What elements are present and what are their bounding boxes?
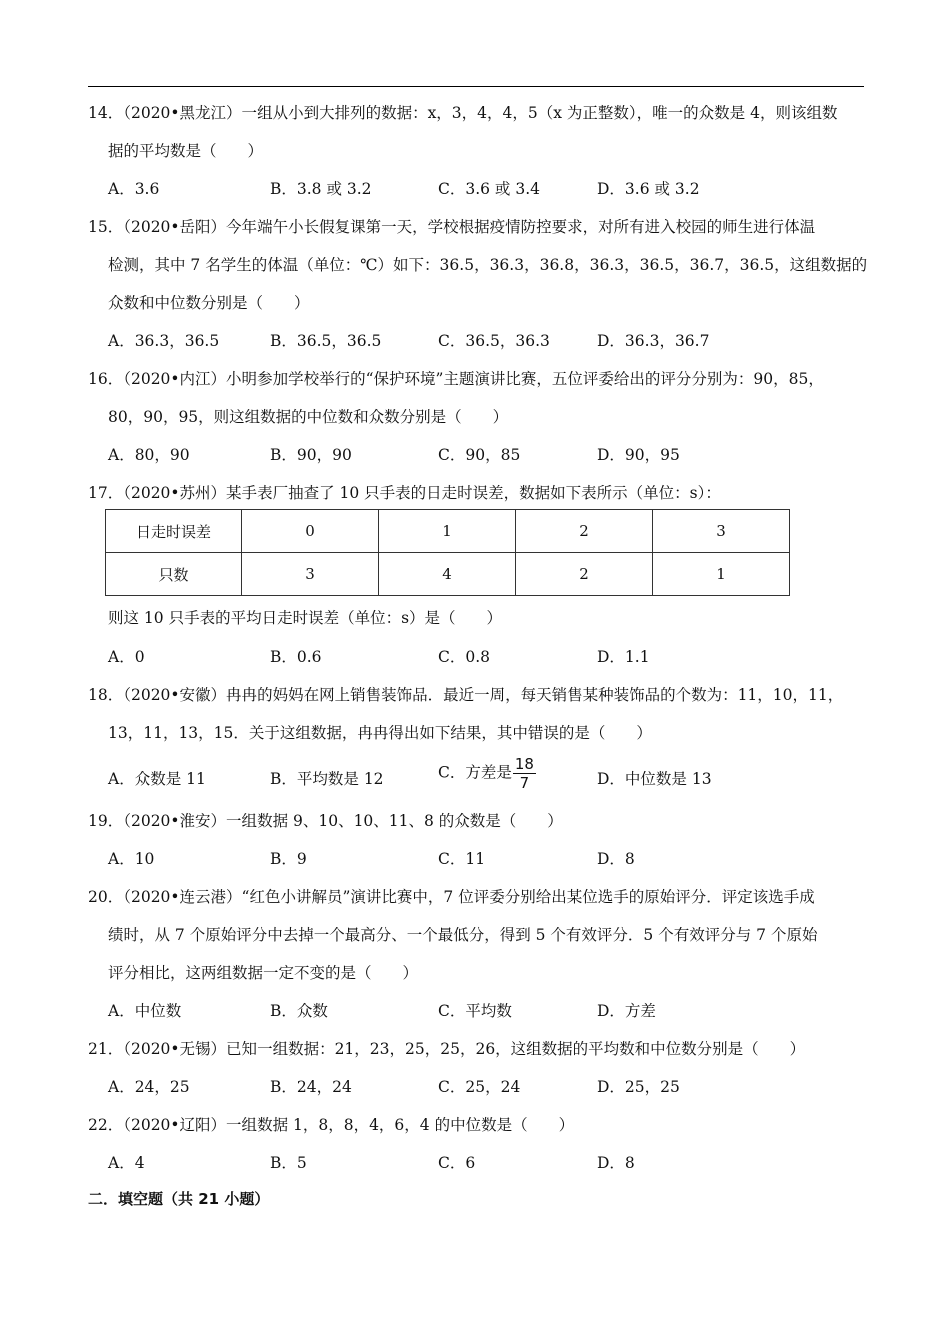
option-d[interactable]: D．8 <box>597 850 635 868</box>
option-d[interactable]: D．3.6 或 3.2 <box>597 180 700 198</box>
option-a[interactable]: A．3.6 <box>108 180 160 198</box>
question-21-line-1: 21．（2020•无锡）已知一组数据：21，23，25，25，26，这组数据的平均数和中位数分别是（ ） <box>88 1040 806 1058</box>
question-15-line-1: 15．（2020•岳阳）今年端午小长假复课第一天，学校根据疫情防控要求，对所有进入校园的师生进行体温 <box>88 218 816 236</box>
question-17-line-2: 则这 10 只手表的平均日走时误差（单位：s）是（ ） <box>108 609 503 627</box>
option-b[interactable]: B．90，90 <box>270 446 352 464</box>
header-rule <box>88 86 864 87</box>
option-a[interactable]: A．中位数 <box>108 1002 182 1020</box>
option-d[interactable]: D．中位数是 13 <box>597 770 712 788</box>
option-c[interactable]: C．6 <box>438 1154 476 1172</box>
question-20-line-3: 评分相比，这两组数据一定不变的是（ ） <box>108 964 419 982</box>
option-b[interactable]: B．5 <box>270 1154 307 1172</box>
option-c[interactable]: C．25，24 <box>438 1078 521 1096</box>
option-d[interactable]: D．36.3，36.7 <box>597 332 710 350</box>
table-cell: 2 <box>516 510 653 553</box>
option-b[interactable]: B．36.5，36.5 <box>270 332 382 350</box>
question-22-line-1: 22．（2020•辽阳）一组数据 1，8，8，4，6，4 的中位数是（ ） <box>88 1116 575 1134</box>
table-row <box>106 553 790 596</box>
option-c[interactable]: C．90，85 <box>438 446 521 464</box>
question-14-line-1: 14．（2020•黑龙江）一组从小到大排列的数据：x，3，4，4，5（x 为正整数），唯一的众数是 4，则该组数 <box>88 104 838 122</box>
option-c[interactable]: C．平均数 <box>438 1002 512 1020</box>
option-d[interactable]: D．1.1 <box>597 648 650 666</box>
option-a[interactable]: A．4 <box>108 1154 145 1172</box>
table-cell: 3 <box>653 510 790 553</box>
question-18-line-1: 18．（2020•安徽）冉冉的妈妈在网上销售装饰品．最近一周，每天销售某种装饰品的个数为：11，10，11， <box>88 686 844 704</box>
variance-fraction <box>513 755 536 792</box>
option-a[interactable]: A．24，25 <box>108 1078 190 1096</box>
option-c[interactable]: C．36.5，36.3 <box>438 332 550 350</box>
option-b[interactable]: B．3.8 或 3.2 <box>270 180 372 198</box>
table-cell: 4 <box>379 553 516 596</box>
question-17-line-1: 17．（2020•苏州）某手表厂抽查了 10 只手表的日走时误差，数据如下表所示（单位：s）： <box>88 484 721 502</box>
question-15-line-3: 众数和中位数分别是（ ） <box>108 294 310 312</box>
option-c[interactable]: C．0.8 <box>438 648 491 666</box>
question-16-line-1: 16．（2020•内江）小明参加学校举行的“保护环境”主题演讲比赛，五位评委给出的评分分别为：90，85， <box>88 370 824 388</box>
option-b[interactable]: B．9 <box>270 850 307 868</box>
question-19-line-1: 19．（2020•淮安）一组数据 9、10、10、11、8 的众数是（ ） <box>88 812 563 830</box>
table-cell: 2 <box>516 553 653 596</box>
option-a[interactable]: A．10 <box>108 850 155 868</box>
question-18-line-2: 13，11，13，15．关于这组数据，冉冉得出如下结果，其中错误的是（ ） <box>108 724 652 742</box>
table-cell: 3 <box>242 553 379 596</box>
table-cell: 日走时误差 <box>106 510 242 553</box>
error-table <box>105 509 790 596</box>
option-d[interactable]: D．90，95 <box>597 446 680 464</box>
option-a[interactable]: A．80，90 <box>108 446 190 464</box>
table-cell: 0 <box>242 510 379 553</box>
question-14-line-2: 据的平均数是（ ） <box>108 142 264 160</box>
option-a[interactable]: A．众数是 11 <box>108 770 206 788</box>
option-b[interactable]: B．0.6 <box>270 648 322 666</box>
option-d[interactable]: D．25，25 <box>597 1078 680 1096</box>
option-b[interactable]: B．24，24 <box>270 1078 352 1096</box>
table-cell: 1 <box>379 510 516 553</box>
option-c[interactable]: C．3.6 或 3.4 <box>438 180 541 198</box>
option-a[interactable]: A．0 <box>108 648 145 666</box>
question-16-line-2: 80，90，95，则这组数据的中位数和众数分别是（ ） <box>108 408 509 426</box>
fraction-denominator: 7 <box>519 774 530 792</box>
table-row <box>106 510 790 553</box>
question-20-line-2: 绩时，从 7 个原始评分中去掉一个最高分、一个最低分，得到 5 个有效评分．5 个有效评分与 7 个原始 <box>108 926 818 944</box>
table-cell: 1 <box>653 553 790 596</box>
question-20-line-1: 20．（2020•连云港）“红色小讲解员”演讲比赛中，7 位评委分别给出某位选手的原始评分．评定该选手成 <box>88 888 815 906</box>
fraction-numerator: 18 <box>514 755 534 773</box>
option-d[interactable]: D．方差 <box>597 1002 656 1020</box>
option-c-label: C．方差是 <box>438 763 512 782</box>
section-title: 二．填空题（共 21 小题） <box>88 1190 270 1208</box>
option-c[interactable] <box>438 755 536 792</box>
table-cell: 只数 <box>106 553 242 596</box>
option-b[interactable]: B．平均数是 12 <box>270 770 384 788</box>
option-a[interactable]: A．36.3，36.5 <box>108 332 220 350</box>
option-d[interactable]: D．8 <box>597 1154 635 1172</box>
option-c[interactable]: C．11 <box>438 850 486 868</box>
question-15-line-2: 检测，其中 7 名学生的体温（单位：℃）如下：36.5，36.3，36.8，36.3，36.5，36.7，36.5，这组数据的 <box>108 256 868 274</box>
option-b[interactable]: B．众数 <box>270 1002 328 1020</box>
